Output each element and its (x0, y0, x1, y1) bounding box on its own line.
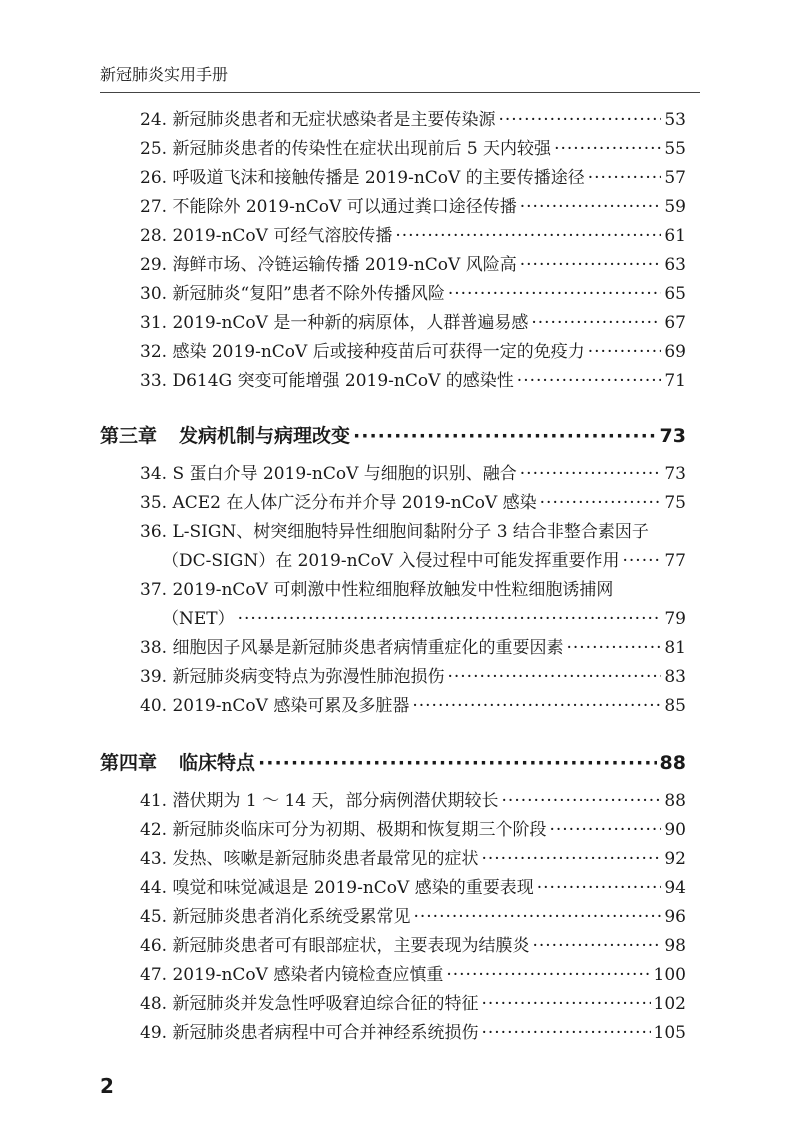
dot-leader (446, 961, 650, 990)
toc-entry-title-cont: （DC-SIGN）在 2019-nCoV 入侵过程中可能发挥重要作用 (162, 551, 620, 571)
toc-entry-title: 26. 呼吸道飞沫和接触传播是 2019-nCoV 的主要传播途径 (140, 168, 585, 188)
dot-leader (395, 222, 661, 251)
dot-leader (520, 193, 662, 222)
dot-leader (502, 787, 662, 816)
toc-entry-first-line[interactable] (100, 576, 686, 605)
page-number: 2 (100, 1074, 114, 1098)
dot-leader (566, 634, 661, 663)
toc-entry-title: 37. 2019-nCoV 可刺激中性粒细胞释放触发中性粒细胞诱捕网 (140, 580, 614, 600)
toc-entry[interactable] (100, 106, 686, 135)
chapter-heading-3[interactable] (100, 416, 686, 456)
toc-entry[interactable] (100, 489, 686, 518)
toc-entry-continuation[interactable] (100, 605, 686, 634)
chapter-title: 发病机制与病理改变 (179, 425, 351, 447)
toc-entry-title: 42. 新冠肺炎临床可分为初期、极期和恢复期三个阶段 (140, 820, 547, 840)
toc-entry-title: 31. 2019-nCoV 是一种新的病原体，人群普遍易感 (140, 313, 529, 333)
toc-entry[interactable] (100, 164, 686, 193)
toc-entry[interactable] (100, 460, 686, 489)
running-head: 新冠肺炎实用手册 (100, 65, 229, 84)
toc-entry-page: 81 (664, 638, 686, 658)
toc-entry-title: 43. 发热、咳嗽是新冠肺炎患者最常见的症状 (140, 849, 479, 869)
toc-entry-title: 44. 嗅觉和味觉减退是 2019-nCoV 感染的重要表现 (140, 878, 534, 898)
toc-entry[interactable] (100, 692, 686, 721)
toc-entry-title: 45. 新冠肺炎患者消化系统受累常见 (140, 907, 411, 927)
dot-leader (520, 251, 662, 280)
dot-leader (447, 663, 661, 692)
toc-entry-page: 71 (664, 371, 686, 391)
toc-entry-page: 67 (664, 313, 686, 333)
toc-entry[interactable] (100, 193, 686, 222)
toc-entry-page: 79 (664, 609, 686, 629)
dot-leader (537, 874, 662, 903)
toc-entry-page: 73 (664, 464, 686, 484)
dot-leader (554, 135, 661, 164)
table-of-contents (100, 106, 686, 1048)
toc-entry-title: 30. 新冠肺炎“复阳”患者不除外传播风险 (140, 284, 445, 304)
dot-leader (481, 1019, 650, 1048)
toc-entry-title: 33. D614G 突变可能增强 2019-nCoV 的感染性 (140, 371, 514, 391)
toc-entry[interactable] (100, 309, 686, 338)
toc-entry-title-cont: （NET） (162, 609, 235, 629)
toc-entry-page: 102 (653, 994, 686, 1014)
dot-leader (517, 367, 662, 396)
toc-entry[interactable] (100, 222, 686, 251)
toc-entry-page: 69 (664, 342, 686, 362)
dot-leader (531, 309, 661, 338)
toc-entry-page: 85 (664, 696, 686, 716)
toc-entry[interactable] (100, 251, 686, 280)
header-rule (100, 92, 700, 93)
toc-entry[interactable] (100, 135, 686, 164)
toc-entry-title: 32. 感染 2019-nCoV 后或接种疫苗后可获得一定的免疫力 (140, 342, 585, 362)
dot-leader (481, 990, 650, 1019)
chapter-title: 临床特点 (179, 752, 256, 774)
toc-entry[interactable] (100, 903, 686, 932)
toc-entry[interactable] (100, 874, 686, 903)
toc-entry-page: 88 (664, 791, 686, 811)
toc-entry[interactable] (100, 338, 686, 367)
dot-leader (238, 605, 662, 634)
toc-entry-page: 75 (664, 493, 686, 513)
toc-entry-title: 36. L-SIGN、树突细胞特异性细胞间黏附分子 3 结合非整合素因子 (140, 522, 649, 542)
toc-entry-page: 59 (664, 197, 686, 217)
toc-entry-page: 94 (664, 878, 686, 898)
dot-leader (588, 164, 662, 193)
dot-leader (481, 845, 661, 874)
toc-entry-title: 41. 潜伏期为 1 ～ 14 天，部分病例潜伏期较长 (140, 791, 499, 811)
toc-entry-title: 35. ACE2 在人体广泛分布并介导 2019-nCoV 感染 (140, 493, 537, 513)
toc-entry-page: 98 (664, 936, 686, 956)
dot-leader (520, 460, 662, 489)
dot-leader (622, 547, 661, 576)
toc-entry-page: 90 (664, 820, 686, 840)
toc-entry-title: 47. 2019-nCoV 感染者内镜检查应慎重 (140, 965, 444, 985)
toc-entry[interactable] (100, 845, 686, 874)
chapter-heading-4[interactable] (100, 743, 686, 783)
toc-entry[interactable] (100, 1019, 686, 1048)
toc-entry-title: 38. 细胞因子风暴是新冠肺炎患者病情重症化的重要因素 (140, 638, 564, 658)
toc-entry[interactable] (100, 367, 686, 396)
toc-entry-page: 65 (664, 284, 686, 304)
toc-entry-continuation[interactable] (100, 547, 686, 576)
dot-leader (258, 743, 657, 783)
chapter-label: 第三章 (100, 425, 158, 447)
dot-leader (412, 692, 661, 721)
toc-entry-title: 46. 新冠肺炎患者可有眼部症状，主要表现为结膜炎 (140, 936, 530, 956)
toc-entry[interactable] (100, 787, 686, 816)
toc-entry[interactable] (100, 932, 686, 961)
toc-entry-first-line[interactable] (100, 518, 686, 547)
dot-leader (448, 280, 662, 309)
toc-entry[interactable] (100, 663, 686, 692)
toc-entry-page: 92 (664, 849, 686, 869)
dot-leader (549, 816, 661, 845)
toc-entry[interactable] (100, 634, 686, 663)
toc-entry-title: 25. 新冠肺炎患者的传染性在症状出现前后 5 天内较强 (140, 139, 552, 159)
dot-leader (498, 106, 661, 135)
dot-leader (588, 338, 662, 367)
toc-entry-page: 57 (664, 168, 686, 188)
dot-leader (532, 932, 661, 961)
toc-entry-title: 48. 新冠肺炎并发急性呼吸窘迫综合征的特征 (140, 994, 479, 1014)
toc-entry[interactable] (100, 816, 686, 845)
dot-leader (353, 416, 657, 456)
chapter-page: 73 (659, 425, 686, 447)
toc-entry-page: 63 (664, 255, 686, 275)
chapter-page: 88 (659, 752, 686, 774)
toc-entry-title: 39. 新冠肺炎病变特点为弥漫性肺泡损伤 (140, 667, 445, 687)
toc-entry-title: 29. 海鲜市场、冷链运输传播 2019-nCoV 风险高 (140, 255, 517, 275)
dot-leader (413, 903, 661, 932)
toc-entry[interactable] (100, 280, 686, 309)
toc-entry-page: 100 (653, 965, 686, 985)
toc-entry-page: 53 (664, 110, 686, 130)
toc-entry-page: 55 (664, 139, 686, 159)
chapter-label: 第四章 (100, 752, 158, 774)
toc-entry[interactable] (100, 990, 686, 1019)
dot-leader (540, 489, 662, 518)
toc-entry[interactable] (100, 961, 686, 990)
toc-entry-page: 77 (664, 551, 686, 571)
toc-entry-title: 28. 2019-nCoV 可经气溶胶传播 (140, 226, 393, 246)
toc-entry-title: 24. 新冠肺炎患者和无症状感染者是主要传染源 (140, 110, 496, 130)
toc-entry-title: 27. 不能除外 2019-nCoV 可以通过粪口途径传播 (140, 197, 517, 217)
toc-entry-page: 96 (664, 907, 686, 927)
toc-entry-title: 40. 2019-nCoV 感染可累及多脏器 (140, 696, 410, 716)
toc-entry-title: 34. S 蛋白介导 2019-nCoV 与细胞的识别、融合 (140, 464, 517, 484)
toc-entry-page: 105 (653, 1023, 686, 1043)
toc-entry-title: 49. 新冠肺炎患者病程中可合并神经系统损伤 (140, 1023, 479, 1043)
toc-entry-page: 61 (664, 226, 686, 246)
toc-entry-page: 83 (664, 667, 686, 687)
